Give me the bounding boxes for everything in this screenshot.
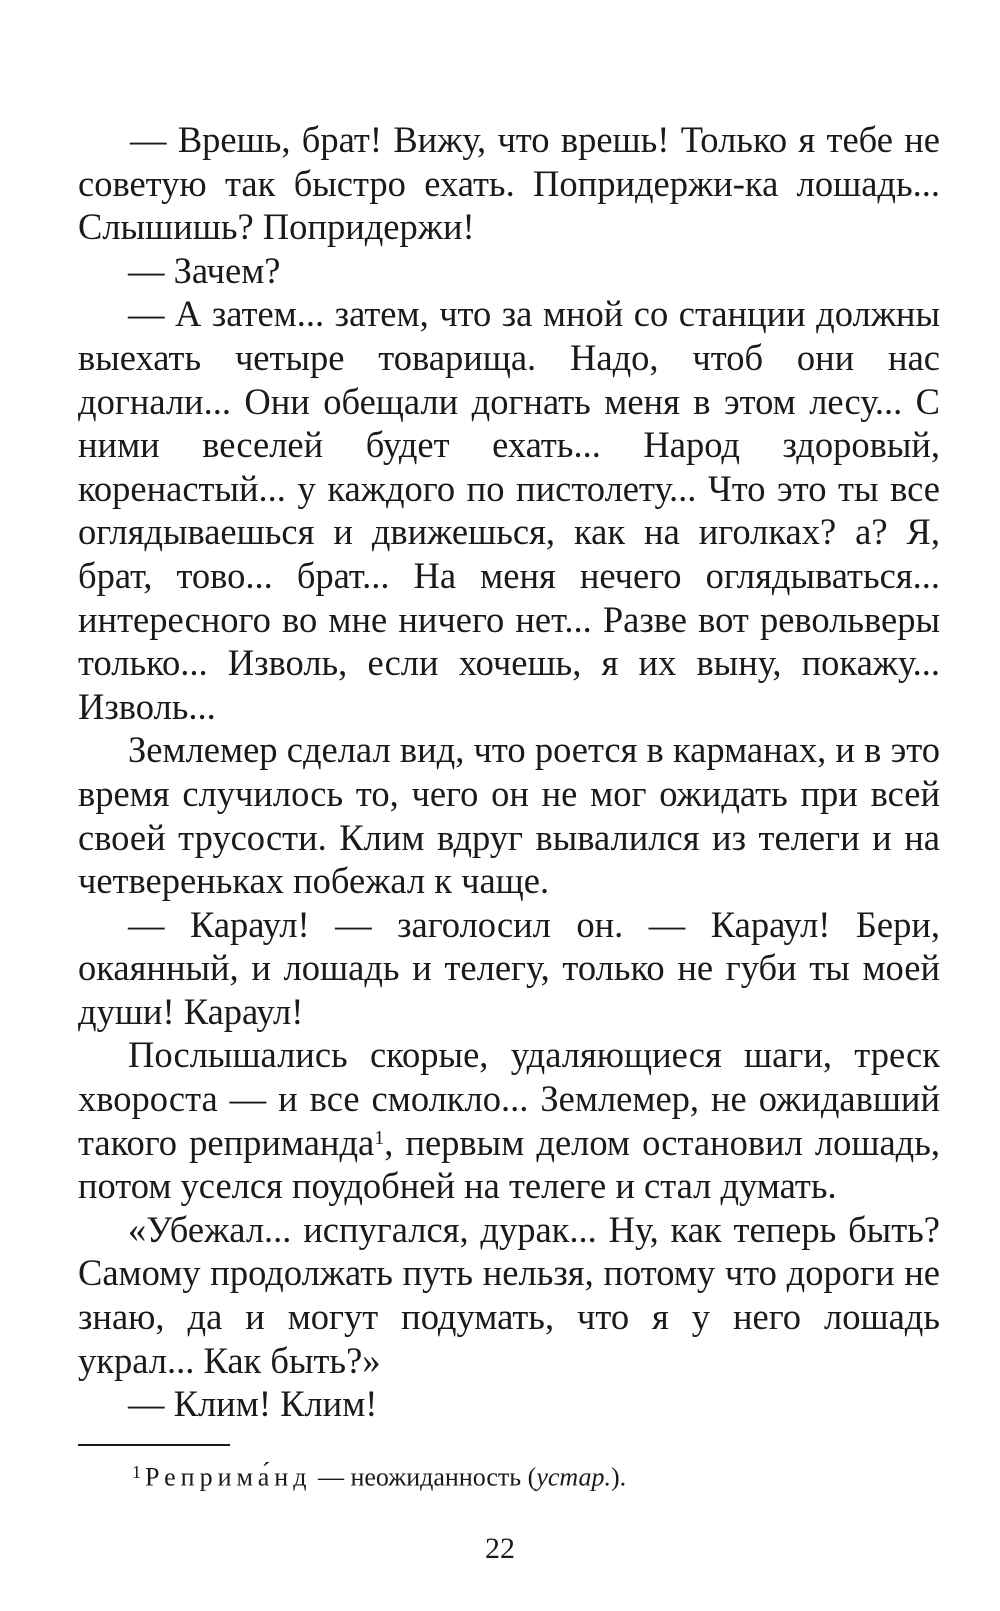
paragraph-6-end: , первым делом остановил лошадь, потом уселся поудобней на телеге и стал думать. (78, 1121, 940, 1207)
paragraph-6 (78, 1033, 940, 1207)
footnote-divider (78, 1444, 230, 1446)
footnote-close: ). (611, 1462, 627, 1492)
paragraph-8: — Клим! Клим! (128, 1383, 378, 1425)
page-body (78, 118, 940, 1426)
footnote-note: устар. (536, 1462, 611, 1492)
footnote (132, 1455, 626, 1493)
main-text (78, 118, 940, 1426)
footnote-definition: — неожиданность ( (311, 1462, 537, 1492)
paragraph-6-start: Послышались скорые, удаляющиеся шаги, треск хвороста — и все смолкло... Землемер, не ожидавший такого реприманда (78, 1034, 940, 1163)
paragraph-7: «Убежал... испугался, дурак... Ну, как теперь быть? Самому продолжать путь нельзя, потому что дороги не знаю, да и могут подумать, что я у него лошадь украл... Как быть?» (78, 1208, 940, 1381)
footnote-reference: 1 (374, 1126, 385, 1149)
footnote-mark: 1 (132, 1462, 141, 1482)
paragraph-5: — Караул! — заголосил он. — Караул! Бери, окаянный, и лошадь и телегу, только не губи ты моей души! Караул! (78, 903, 940, 1032)
paragraph-3: — А затем... затем, что за мной со станции должны выехать четыре товарища. Надо, чтоб они нас догнали... Они обещали догнать меня в этом лесу... С ними веселей будет ехать... Народ здоровый, коренастый... у каждого по пистолету... Что это ты все оглядываешься и движешься, как на иголках? а? Я, брат, тово... брат... На меня нечего оглядываться... интересного во мне ничего нет... Разве вот револьверы только... Изволь, если хочешь, я их выну, покажу... Изволь... (78, 293, 940, 727)
paragraph-4: Землемер сделал вид, что роется в карманах, и в это время случилось то, чего он не мог ожидать при всей своей трусости. Клим вдруг вывалился из телеги и на четвереньках побежал к чаще. (78, 729, 940, 902)
paragraph-1: — Врешь, брат! Вижу, что врешь! Только я тебе не советую так быстро ехать. Попридержи-ка лошадь... Слышишь? Попридержи! (78, 119, 940, 248)
paragraph-2: — Зачем? (128, 249, 281, 291)
footnote-term: Реприма́нд (145, 1462, 312, 1492)
page-number: 22 (485, 1532, 515, 1565)
